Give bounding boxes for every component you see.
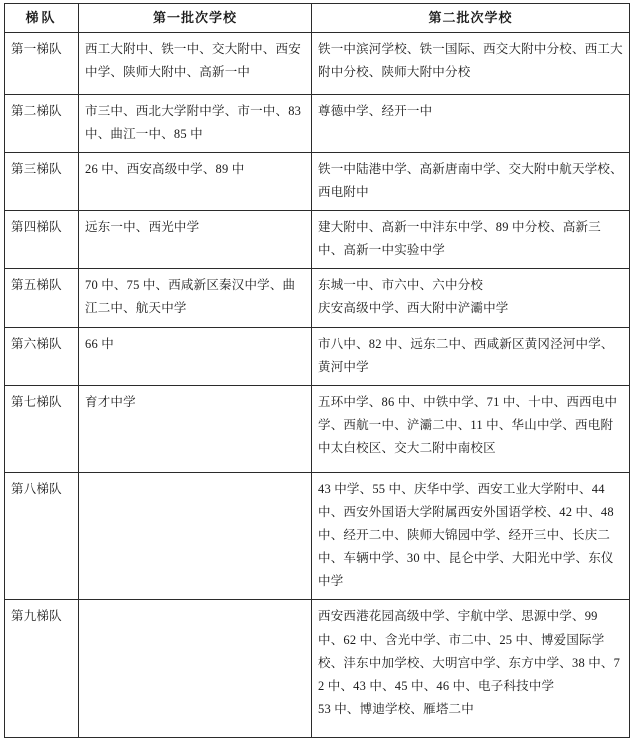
first-batch-schools: 西工大附中、铁一中、交大附中、西安中学、陕师大附中、高新一中 bbox=[79, 32, 312, 94]
table-row bbox=[5, 269, 630, 327]
column-header-first-batch: 第一批次学校 bbox=[79, 4, 312, 33]
school-line: 东城一中、市六中、六中分校 bbox=[318, 278, 484, 293]
first-batch-schools: 66 中 bbox=[79, 327, 312, 385]
school-line: 建大附中、高新一中沣东中学、89 中分校、高新三中、高新一中实验中学 bbox=[318, 220, 601, 258]
table-row bbox=[5, 327, 630, 385]
second-batch-schools bbox=[312, 327, 630, 385]
second-batch-schools bbox=[312, 211, 630, 269]
table-header-row bbox=[5, 4, 630, 33]
first-batch-schools: 育才中学 bbox=[79, 385, 312, 472]
table-body bbox=[5, 32, 630, 738]
first-batch-schools: 70 中、75 中、西咸新区秦汉中学、曲江二中、航天中学 bbox=[79, 269, 312, 327]
school-line: 43 中学、55 中、庆华中学、西安工业大学附中、44 中、西安外国语大学附属西安外国语学校、42 中、48 中、经开二中、陕师大锦园中学、经开三中、长庆二中、车辆中学、30 中、昆仑中学、大阳光中学、东仪中学 bbox=[318, 481, 614, 589]
table-row bbox=[5, 472, 630, 600]
school-line: 尊德中学、经开一中 bbox=[318, 103, 433, 118]
table-row bbox=[5, 600, 630, 738]
first-batch-schools bbox=[79, 472, 312, 600]
school-line: 铁一中陆港中学、高新唐南中学、交大附中航天学校、西电附中 bbox=[318, 161, 623, 199]
school-line: 五环中学、86 中、中铁中学、71 中、十中、西西电中学、西航一中、浐灞二中、11 中、华山中学、西电附中太白校区、交大二附中南校区 bbox=[318, 394, 618, 455]
table-row bbox=[5, 32, 630, 94]
school-line: 庆安高级中学、西大附中浐灞中学 bbox=[318, 301, 509, 316]
table-row bbox=[5, 385, 630, 472]
table-row bbox=[5, 94, 630, 152]
school-line: 53 中、博迪学校、雁塔二中 bbox=[318, 701, 474, 716]
second-batch-schools bbox=[312, 94, 630, 152]
tier-label: 第三梯队 bbox=[5, 152, 79, 210]
table-row bbox=[5, 211, 630, 269]
first-batch-schools bbox=[79, 600, 312, 738]
school-line: 铁一中滨河学校、铁一国际、西交大附中分校、西工大附中分校、陕师大附中分校 bbox=[318, 41, 623, 79]
school-line: 市八中、82 中、远东二中、西咸新区黄冈泾河中学、黄河中学 bbox=[318, 336, 614, 374]
second-batch-schools bbox=[312, 32, 630, 94]
tier-label: 第六梯队 bbox=[5, 327, 79, 385]
tier-label: 第七梯队 bbox=[5, 385, 79, 472]
column-header-second-batch: 第二批次学校 bbox=[312, 4, 630, 33]
school-line: 西安西港花园高级中学、宇航中学、思源中学、99 中、62 中、含光中学、市二中、25 中、博爱国际学校、沣东中加学校、大明宫中学、东方中学、38 中、72 中、43 中、45 中、46 中、电子科技中学 bbox=[318, 609, 621, 693]
tier-label: 第一梯队 bbox=[5, 32, 79, 94]
table-header bbox=[5, 4, 630, 33]
second-batch-schools bbox=[312, 269, 630, 327]
tier-label: 第九梯队 bbox=[5, 600, 79, 738]
tier-label: 第八梯队 bbox=[5, 472, 79, 600]
column-header-tier: 梯队 bbox=[5, 4, 79, 33]
second-batch-schools bbox=[312, 385, 630, 472]
tier-label: 第四梯队 bbox=[5, 211, 79, 269]
table-row bbox=[5, 152, 630, 210]
first-batch-schools: 远东一中、西光中学 bbox=[79, 211, 312, 269]
second-batch-schools bbox=[312, 152, 630, 210]
tier-label: 第五梯队 bbox=[5, 269, 79, 327]
second-batch-schools bbox=[312, 600, 630, 738]
second-batch-schools bbox=[312, 472, 630, 600]
first-batch-schools: 市三中、西北大学附中学、市一中、83 中、曲江一中、85 中 bbox=[79, 94, 312, 152]
tier-school-table bbox=[4, 3, 630, 738]
tier-label: 第二梯队 bbox=[5, 94, 79, 152]
first-batch-schools: 26 中、西安高级中学、89 中 bbox=[79, 152, 312, 210]
